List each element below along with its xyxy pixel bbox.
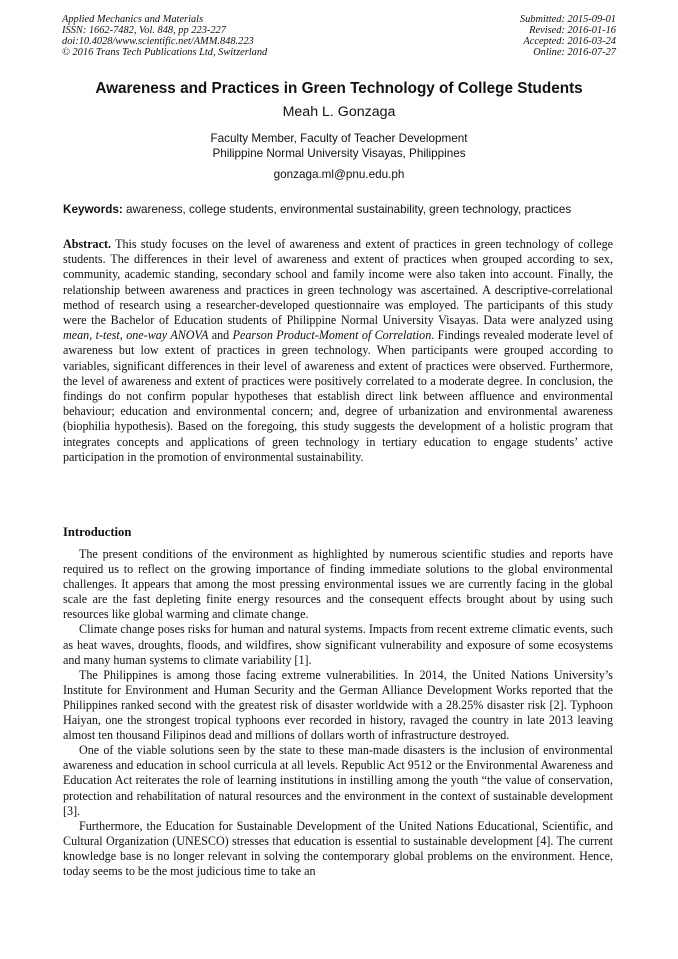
paragraph: The present conditions of the environment as highlighted by numerous scientific studies and reports have required us to reflect on the growing importance of finding immediate solutions to the global environmental challenges. It appears that among the most pressing environmental issues we are currently facing in the global scale are the fast depleting finite energy resources and the consequent effects brought about by using such resources like global warming and climate change. bbox=[63, 547, 613, 622]
abstract-term: t-test bbox=[95, 328, 120, 343]
abstract-sep: , bbox=[89, 328, 96, 343]
abstract-term: mean bbox=[63, 328, 90, 343]
paragraph: Climate change poses risks for human and natural systems. Impacts from recent extreme climatic events, such as heat waves, droughts, floods, and wildfires, show significant vulnerability and exposure of some ecosystems and many human systems to climate variability [1]. bbox=[63, 622, 613, 667]
journal-issn: ISSN: 1662-7482, Vol. 848, pp 223-227 bbox=[62, 25, 226, 36]
introduction-body bbox=[63, 547, 613, 879]
abstract-term: one-way ANOVA bbox=[126, 328, 209, 343]
date-accepted: Accepted: 2016-03-24 bbox=[523, 36, 616, 47]
abstract-sep: , bbox=[119, 328, 127, 343]
author-email[interactable]: gonzaga.ml@pnu.edu.ph bbox=[273, 168, 405, 181]
paragraph: One of the viable solutions seen by the state to these man-made disasters is the inclusion of environmental awareness and education in school curricula at all levels. Republic Act 9512 or the Environmental Awareness and Education Act reiterates the role of learning institutions in instilling among the youth “the value of conservation, protection and rehabilitation of natural resources and the environment in the context of sustainable development [3]. bbox=[63, 743, 613, 818]
abstract-sep: and bbox=[208, 328, 233, 343]
abstract-text: . Findings revealed moderate level of awareness but low extent of practices in green technology. When participants were grouped according to variables, significant differences in their level of awareness and extent of practices were observed. Furthermore, the level of awareness and extent of practices were positively correlated to a moderate degree. In conclusion, the findings do not confirm popular hypotheses that establish direct link between affluence and environmental behaviour; education and environmental concern; and, degree of urbanization and environmental awareness (biophilia hypothesis). Based on the foregoing, this study suggests the development of a holistic program that integrates concepts and applications of green technology in tertiary education to engage students’ active participation in the promotion of environmental sustainability. bbox=[63, 328, 614, 464]
keywords-label: Keywords: bbox=[63, 203, 123, 216]
journal-copyright: © 2016 Trans Tech Publications Ltd, Switzerland bbox=[62, 47, 268, 58]
date-submitted: Submitted: 2015-09-01 bbox=[519, 14, 616, 25]
author-affiliation bbox=[0, 132, 678, 161]
journal-info bbox=[62, 14, 267, 58]
section-heading-introduction: Introduction bbox=[63, 525, 132, 539]
keywords bbox=[63, 203, 623, 217]
date-revised: Revised: 2016-01-16 bbox=[529, 25, 616, 36]
paragraph: Furthermore, the Education for Sustainable Development of the United Nations Educational, Scientific, and Cultural Organization (UNESCO) stresses that education is essential to sustainable development [4]. The current knowledge base is no longer relevant in solving the contemporary global problems on the environment. Hence, today seems to be the most judicious time to take an bbox=[63, 818, 613, 878]
paper-title: Awareness and Practices in Green Technology of College Students bbox=[95, 80, 583, 97]
abstract-term: Pearson Product-Moment of Correlation bbox=[232, 328, 432, 343]
affiliation-line: Philippine Normal University Visayas, Philippines bbox=[212, 146, 466, 160]
journal-doi: doi:10.4028/www.scientific.net/AMM.848.223 bbox=[62, 36, 254, 47]
affiliation-line: Faculty Member, Faculty of Teacher Development bbox=[210, 132, 468, 145]
date-online: Online: 2016-07-27 bbox=[533, 47, 616, 58]
paragraph: The Philippines is among those facing extreme vulnerabilities. In 2014, the United Nations University’s Institute for Environment and Human Security and the German Alliance Development Works reported that the Philippines ranked second with the greatest risk of disaster worldwide with a 28.25% disaster risk [2]. Typhoon Haiyan, one the strongest tropical typhoons ever recorded in history, ravaged the country in late 2013 leaving almost ten thousand Filipinos dead and millions of dollars worth of infrastructure destroyed. bbox=[63, 667, 613, 743]
abstract-text: This study focuses on the level of awareness and extent of practices in green technology of college students. The differences in their level of awareness and extent of practices when grouped according to sex, community, academic standing, secondary school and family income were also taken into account. Finally, the relationship between awareness and practices in green technology was ascertained. A descriptive-correlational method of research using a researcher-developed questionnaire was employed. The participants of this study were the Bachelor of Education students of Philippine Normal University Visayas. Data were analyzed using bbox=[63, 237, 613, 328]
keywords-text: awareness, college students, environmental sustainability, green technology, practices bbox=[122, 203, 572, 216]
author-name: Meah L. Gonzaga bbox=[282, 104, 396, 120]
abstract-label: Abstract. bbox=[63, 237, 112, 251]
submission-dates bbox=[520, 14, 616, 58]
journal-name: Applied Mechanics and Materials bbox=[62, 14, 204, 25]
abstract bbox=[63, 237, 613, 465]
